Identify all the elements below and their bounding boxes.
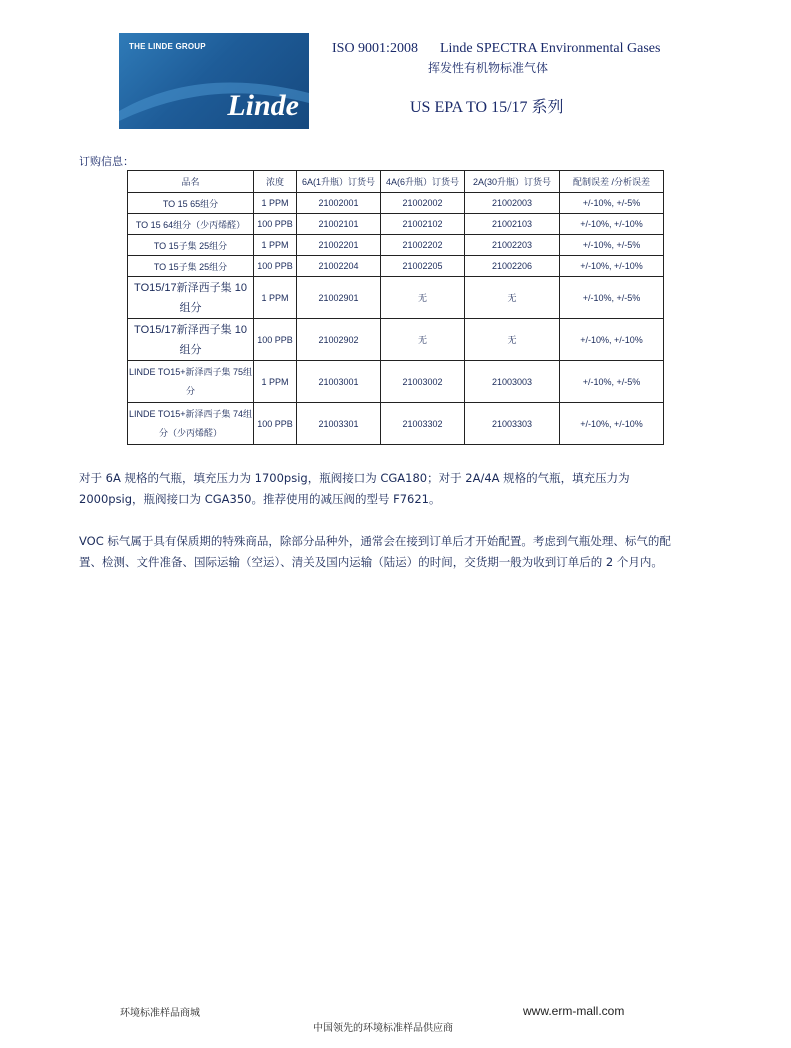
cell-order-4a: 21002002 [381, 193, 465, 214]
cell-concentration: 100 PPB [254, 403, 297, 445]
table-row [128, 193, 664, 214]
col-header-name: 品名 [128, 171, 254, 193]
col-header-4a: 4A(6升瓶）订货号 [381, 171, 465, 193]
cell-name: TO 15子集 25组分 [128, 235, 254, 256]
cylinder-info-paragraph: 对于 6A 规格的气瓶，填充压力为 1700psig，瓶阀接口为 CGA180；对于 2A/4A 规格的气瓶，填充压力为 2000psig，瓶阀接口为 CGA350。推荐使用的减压阀的型号 F7621。 [79, 471, 630, 506]
cell-order-4a: 21003302 [381, 403, 465, 445]
col-header-concentration: 浓度 [254, 171, 297, 193]
linde-logo [119, 33, 309, 129]
cell-order-6a: 21002901 [297, 277, 381, 319]
cell-order-4a: 21002205 [381, 256, 465, 277]
order-table [127, 170, 664, 445]
cell-concentration: 100 PPB [254, 319, 297, 361]
iso-certification: ISO 9001:2008 [332, 41, 418, 56]
table-row [128, 256, 664, 277]
cell-order-4a: 21002102 [381, 214, 465, 235]
cell-error: +/-10%, +/-5% [560, 277, 664, 319]
cell-concentration: 100 PPB [254, 256, 297, 277]
logo-group-text: THE LINDE GROUP [129, 42, 206, 51]
table-row [128, 235, 664, 256]
cell-name: TO 15子集 25组分 [128, 256, 254, 277]
cell-name: TO 15 65组分 [128, 193, 254, 214]
cell-error: +/-10%, +/-5% [560, 361, 664, 403]
cell-order-2a: 21003003 [465, 361, 560, 403]
delivery-info-paragraph: VOC 标气属于具有保质期的特殊商品，除部分品种外，通常会在接到订单后才开始配置。考虑到气瓶处理、标气的配置、检测、文件准备、国际运输（空运）、清关及国内运输（陆运）的时间，交货期一般为收到订单后的 2 个月内。 [79, 534, 671, 569]
cell-error: +/-10%, +/-10% [560, 403, 664, 445]
table-header-row [128, 171, 664, 193]
cell-concentration: 1 PPM [254, 235, 297, 256]
cell-order-2a: 21002003 [465, 193, 560, 214]
cell-error: +/-10%, +/-10% [560, 256, 664, 277]
cell-name: LINDE TO15+新泽西子集 75组分 [128, 361, 254, 403]
cell-order-4a: 21002202 [381, 235, 465, 256]
cell-name: TO15/17新泽西子集 10组分 [128, 319, 254, 361]
table-row [128, 403, 664, 445]
cell-order-6a: 21002001 [297, 193, 381, 214]
cell-name: TO 15 64组分（少丙烯醛） [128, 214, 254, 235]
cell-order-6a: 21002902 [297, 319, 381, 361]
order-info-label: 订购信息： [79, 155, 134, 168]
cell-order-4a: 无 [381, 319, 465, 361]
cell-error: +/-10%, +/-10% [560, 319, 664, 361]
cell-order-4a: 21003002 [381, 361, 465, 403]
footer-store-name: 环境标准样品商城 [120, 1008, 200, 1019]
col-header-6a: 6A(1升瓶）订货号 [297, 171, 381, 193]
page-title: US EPA TO 15/17 系列 [410, 99, 564, 116]
table-row [128, 319, 664, 361]
footer-tagline: 中国领先的环境标准样品供应商 [313, 1023, 453, 1034]
cell-order-2a: 无 [465, 319, 560, 361]
cell-name: TO15/17新泽西子集 10组分 [128, 277, 254, 319]
brand-name: Linde SPECTRA Environmental Gases [439, 41, 661, 56]
logo-wordmark: Linde [227, 89, 299, 122]
cell-order-6a: 21002101 [297, 214, 381, 235]
cell-order-2a: 21002203 [465, 235, 560, 256]
table-row [128, 277, 664, 319]
header-line [332, 41, 660, 57]
cell-error: +/-10%, +/-5% [560, 235, 664, 256]
cell-error: +/-10%, +/-5% [560, 193, 664, 214]
cell-concentration: 100 PPB [254, 214, 297, 235]
table-row [128, 361, 664, 403]
cell-name: LINDE TO15+新泽西子集 74组分（少丙烯醛） [128, 403, 254, 445]
footer-url: www.erm-mall.com [523, 1004, 625, 1018]
cell-error: +/-10%, +/-10% [560, 214, 664, 235]
table-row [128, 214, 664, 235]
col-header-error: 配制误差 /分析误差 [560, 171, 664, 193]
cell-order-2a: 21002103 [465, 214, 560, 235]
cell-concentration: 1 PPM [254, 277, 297, 319]
cell-order-6a: 21003301 [297, 403, 381, 445]
header-subtitle: 挥发性有机物标准气体 [428, 61, 549, 75]
cell-order-4a: 无 [381, 277, 465, 319]
cell-concentration: 1 PPM [254, 361, 297, 403]
cell-concentration: 1 PPM [254, 193, 297, 214]
cell-order-2a: 无 [465, 277, 560, 319]
cell-order-6a: 21003001 [297, 361, 381, 403]
cell-order-6a: 21002201 [297, 235, 381, 256]
col-header-2a: 2A(30升瓶）订货号 [465, 171, 560, 193]
cell-order-6a: 21002204 [297, 256, 381, 277]
cell-order-2a: 21002206 [465, 256, 560, 277]
cell-order-2a: 21003303 [465, 403, 560, 445]
